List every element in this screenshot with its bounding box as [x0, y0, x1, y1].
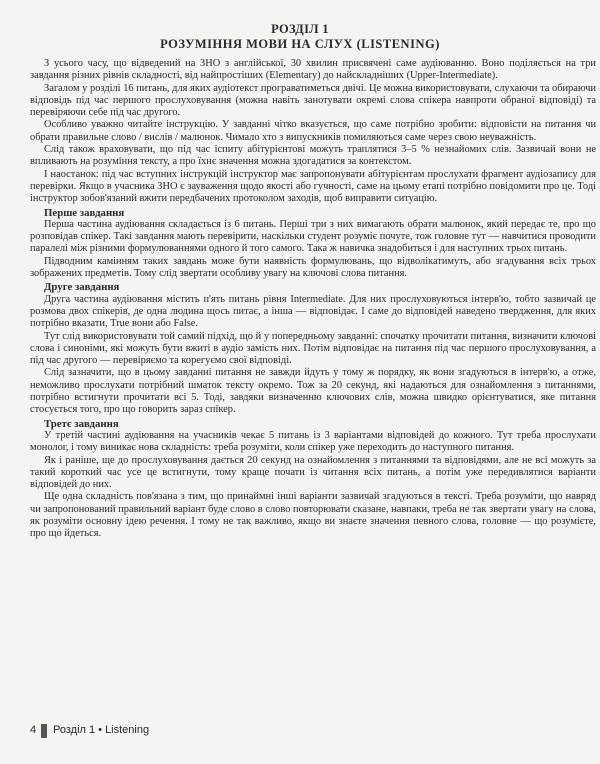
section-paragraph: У третій частині аудіювання на учасників чекає 5 питань із 3 варіантами відповідей до кожного. Тут треба прослухати монолог, і тому виникає нова складність: треба розуміти, коли спікер уже переходить до наступного питання. [30, 429, 596, 454]
section-paragraph: Слід зазначити, що в цьому завданні питання не завжди йдуть у тому ж порядку, як вони згадуються в інтерв'ю, а отже, неможливо прослухати потрібний шматок тексту окремо. Тож за 20 секунд, які надаються для ознайомлення з питаннями, потрібно встигнути прочитати всі 5. Тоді, завдяки визначенню ключових слів, можна швидко орієнтуватися, яке питання стосується того, про що говорить зараз спікер. [30, 367, 596, 416]
intro-paragraph: З усього часу, що відведений на ЗНО з англійської, 30 хвилин присвячені саме аудіюванню. Воно поділяється на три завдання різних рівнів складності, від найпростіших (Elementary) до найскладніших (Upper-Intermediate). [30, 58, 596, 82]
footer-bar-mark [41, 724, 47, 738]
section-paragraph: Друга частина аудіювання містить п'ять питань рівня Intermediate. Для них прослуховуються інтерв'ю, тобто зазвичай це розмова двох спікерів, де одна людина щось питає, а інша — відповідає. І саме до відповідей наведено твердження, для яких потрібно вказати, True вони або False. [30, 293, 596, 330]
section-paragraph: Ще одна складність пов'язана з тим, що принаймні інші варіанти зазвичай згадуються в тексті. Треба розуміти, що навряд чи запропонований правильний варіант буде слово в слово повторювати сказане, навпаки, треба не так звертати увагу на слова, як розуміти основну ідею речення. І тому не так важливо, якщо ви знаєте значення певного слова, головне — що розумієте, про що йдеться. [30, 491, 596, 540]
intro-paragraph: Загалом у розділі 16 питань, для яких аудіотекст програватиметься двічі. Це можна використовувати, слухаючи та обираючи відповідь під час першого прослуховування (можна навіть занотувати окремі слова спікера навпроти обраної відповіді) та перевіряючи себе під час другого. [30, 82, 596, 119]
section-paragraph: Тут слід використовувати той самий підхід, що й у попередньому завданні: спочатку прочитати питання, визначити ключові слова і синоніми, які можуть бути вжиті в аудіо замість них. Потім відповідає на питання під час першого прослуховування, а під час другого — перевіряємо та корегуємо свої відповіді. [30, 330, 596, 367]
section-paragraph: Перша частина аудіювання складається із 6 питань. Перші три з них вимагають обрати малюнок, який передає те, про що розповідав спікер. Такі завдання мають перевірити, наскільки студент розуміє почуте, тож головне тут — навчитися проводити паралелі між різними формулюваннями одного й того самого. Така ж навичка знадобиться і для наступних трьох питань. [30, 218, 596, 255]
section-heading-task-1: Перше завдання [44, 206, 125, 219]
section-paragraph: Як і раніше, ще до прослуховування дається 20 секунд на ознайомлення з питаннями та відповідями, але не всі можуть за такий короткий час усе це встигнути, тому краще почати із читання всіх питань, а потім уже передивлятися варіанти відповідей до них. [30, 454, 596, 491]
section-heading-task-2: Друге завдання [44, 281, 120, 294]
section-paragraph: Підводним камінням таких завдань може бути наявність формулювань, що відволікатимуть, або згадування всіх трьох зображених предметів. Тому слід звертати особливу увагу на ключові слова питання. [30, 255, 596, 280]
chapter-number: РОЗДІЛ 1 [271, 22, 329, 36]
intro-paragraph: І наостанок: під час вступних інструкцій інструктор має запропонувати абітурієнтам прослухати фрагмент аудіозапису для перевірки. Якщо в учасника ЗНО є зауваження щодо якості або гучності, саме на цьому етапі потрібно повідомити про це. Тоді інструктор зобов'язаний вжити передбачених протоколом заходів, щоб виправити ситуацію. [30, 168, 596, 205]
section-heading-task-3: Третє завдання [44, 417, 119, 430]
page-number: 4 [30, 724, 37, 736]
intro-paragraph: Особливо уважно читайте інструкцію. У завданні чітко вказується, що саме потрібно зробити: відповісти на питання чи обрати правильне слово / вислів / малюнок. Чимало хто з випускників помиляються саме через свою неуважність. [30, 119, 596, 143]
intro-paragraph: Слід також враховувати, що під час іспиту абітурієнтові можуть траплятися 3–5 % незнайомих слів. Зазвичай вони не впливають на розуміння тексту, а про їхнє значення можна здогадатися за контекстом. [30, 144, 596, 168]
body-text [30, 58, 596, 541]
chapter-title: РОЗУМІННЯ МОВИ НА СЛУХ (LISTENING) [160, 37, 440, 51]
running-head: Розділ 1 • Listening [53, 724, 150, 736]
